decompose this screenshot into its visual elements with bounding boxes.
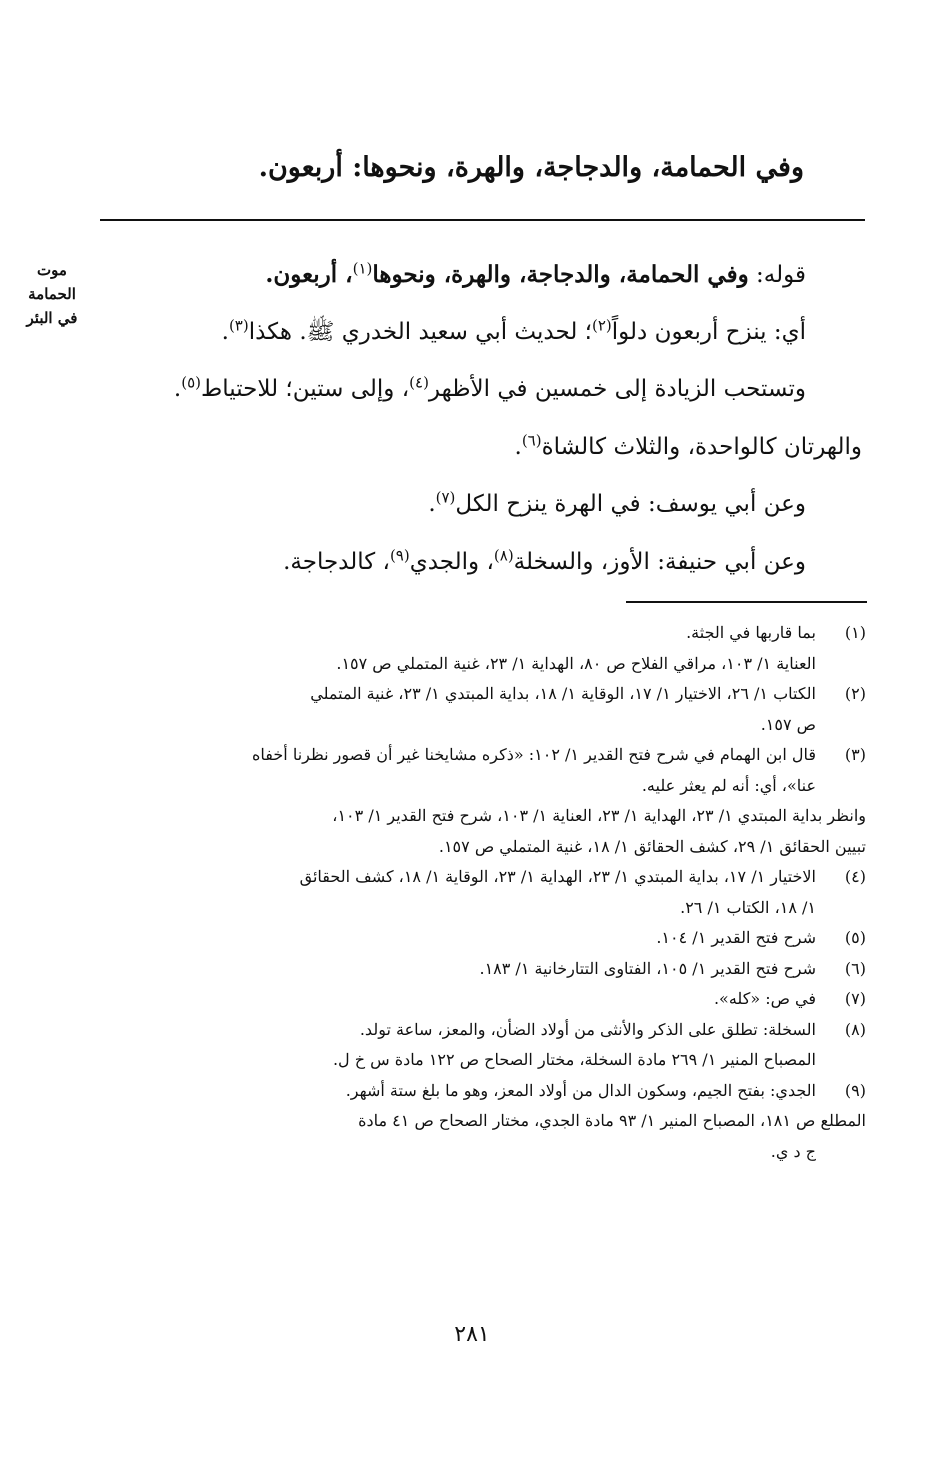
footnote-line: بما قاربها في الجثة. [686, 623, 816, 642]
main-line [92, 304, 862, 362]
footnote-line: وانظر بداية المبتدي ١/ ٢٣، الهداية ١/ ٢٣، العناية ١/ ١٠٣، شرح فتح القدير ١/ ١٠٣، [332, 806, 866, 825]
footnote-line: ص ١٥٧. [760, 714, 816, 734]
main-line [92, 361, 862, 419]
footnote-ref: (٨) [493, 545, 514, 564]
footnote-ref: (٦) [521, 430, 542, 449]
footnote-ref: (٤) [409, 373, 429, 392]
footnote [96, 923, 866, 954]
footnote-number: (٣) [844, 745, 866, 764]
margin-note [14, 258, 90, 330]
text-run: والهرتان كالواحدة، والثلاث كالشاة [541, 433, 862, 460]
footnote-number: (٩) [844, 1080, 866, 1100]
main-line [92, 246, 862, 304]
footnote-line: السخلة: تطلق على الذكر والأنثى من أولاد الضأن، والمعز، ساعة تولد. [359, 1019, 816, 1039]
footnote-line: شرح فتح القدير ١/ ١٠٥، الفتاوى التتارخانية ١/ ١٨٣. [479, 958, 816, 978]
text-run: وعن أبي يوسف: في الهرة ينزح الكل [455, 491, 806, 517]
footnote-line: ج د ي. [770, 1141, 816, 1161]
footnote-line: عنا»، أي: أنه لم يعثر عليه. [641, 775, 816, 795]
footnotes [96, 618, 866, 1167]
footnote-line: الجدي: بفتح الجيم، وسكون الدال من أولاد المعز، وهو ما بلغ ستة أشهر. [345, 1080, 816, 1100]
footnote-ref: (١) [352, 259, 373, 278]
margin-note-line: في البئر [26, 309, 78, 327]
footnote-line: العناية ١/ ١٠٣، مراقي الفلاح ص ٨٠، الهداية ١/ ٢٣، غنية المتملي ص ١٥٧. [336, 653, 816, 673]
text-run: وعن أبي حنيفة: الأوز، والسخلة [513, 548, 806, 575]
text-run: ، كالدجاجة. [283, 548, 390, 575]
footnote-ref: (٣) [228, 315, 249, 334]
margin-note-line: الحمامة [28, 285, 76, 303]
footnote-number: (٥) [844, 928, 866, 947]
footnote-number: (١) [844, 623, 866, 642]
footnote-ref: (٧) [435, 488, 456, 507]
footnote-line: تبيين الحقائق ١/ ٢٩، كشف الحقائق ١/ ١٨، غنية المتملي ص ١٥٧. [438, 836, 866, 856]
footnote-number: (٨) [844, 1019, 866, 1039]
footnote [96, 1076, 866, 1168]
footnote-line: المطلع ص ١٨١، المصباح المنير ١/ ٩٣ مادة الجدي، مختار الصحاح ص ٤١ مادة [358, 1111, 866, 1130]
footnote-number: (٧) [844, 989, 866, 1008]
footnote [96, 954, 866, 985]
footnote-number: (٦) [844, 958, 866, 978]
text-run: ، والجدي [409, 548, 494, 575]
main-line [92, 476, 862, 534]
margin-note-line: موت [37, 261, 67, 279]
section-heading: وفي الحمامة، والدجاجة، والهرة، ونحوها: أربعون. [258, 152, 804, 183]
text-run: ؛ لحديث أبي سعيد الخدري ﷺ. هكذا [248, 318, 592, 345]
page-number: ٢٨١ [454, 1322, 490, 1347]
footnote-ref: (٩) [389, 545, 410, 564]
footnote-number: (٢) [844, 684, 866, 703]
footnote-line: شرح فتح القدير ١/ ١٠٤. [656, 928, 816, 947]
quoted-matn: ، أربعون. [265, 261, 353, 288]
quote-prefix: قوله: [748, 262, 806, 288]
main-line [92, 534, 862, 592]
text-run: ، وإلى ستين؛ للاحتياط [201, 376, 410, 402]
footnote [96, 618, 866, 679]
footnote-line: المصباح المنير ١/ ٢٦٩ مادة السخلة، مختار الصحاح ص ١٢٢ مادة س خ ل. [332, 1050, 816, 1069]
footnote-ref: (٢) [591, 315, 612, 334]
footnote-line: الكتاب ١/ ٢٦، الاختيار ١/ ١٧، الوقاية ١/ ١٨، بداية المبتدي ١/ ٢٣، غنية المتملي [310, 684, 816, 703]
footnote [96, 679, 866, 740]
footnote-ref: (٥) [181, 373, 202, 392]
text-run: . [428, 491, 436, 517]
header-divider [100, 219, 865, 221]
text-run: . [173, 376, 182, 402]
quoted-matn: وفي الحمامة، والدجاجة، والهرة، ونحوها [372, 261, 749, 288]
text-run: وتستحب الزيادة إلى خمسين في الأظهر [428, 376, 806, 402]
footnote-line: قال ابن الهمام في شرح فتح القدير ١/ ١٠٢: «ذكره مشايخنا غير أن قصور نظرنا أخفاه [252, 745, 816, 764]
main-line [92, 419, 862, 477]
footnote-line: الاختيار ١/ ١٧، بداية المبتدي ١/ ٢٣، الهداية ١/ ٢٣، الوقاية ١/ ١٨، كشف الحقائق [299, 867, 816, 886]
text-run: . [514, 433, 522, 460]
text-run: أي: ينزح أربعون دلواً [611, 318, 806, 345]
text-run: . [221, 318, 229, 345]
footnote-line: ١/ ١٨، الكتاب ١/ ٢٦. [680, 897, 816, 917]
footnote-divider [626, 601, 867, 603]
footnote-number: (٤) [844, 867, 866, 886]
footnote [96, 740, 866, 862]
main-text [92, 246, 862, 591]
footnote-line: في ص: «كله». [713, 989, 816, 1008]
footnote [96, 984, 866, 1015]
footnote [96, 1015, 866, 1076]
footnote [96, 862, 866, 923]
